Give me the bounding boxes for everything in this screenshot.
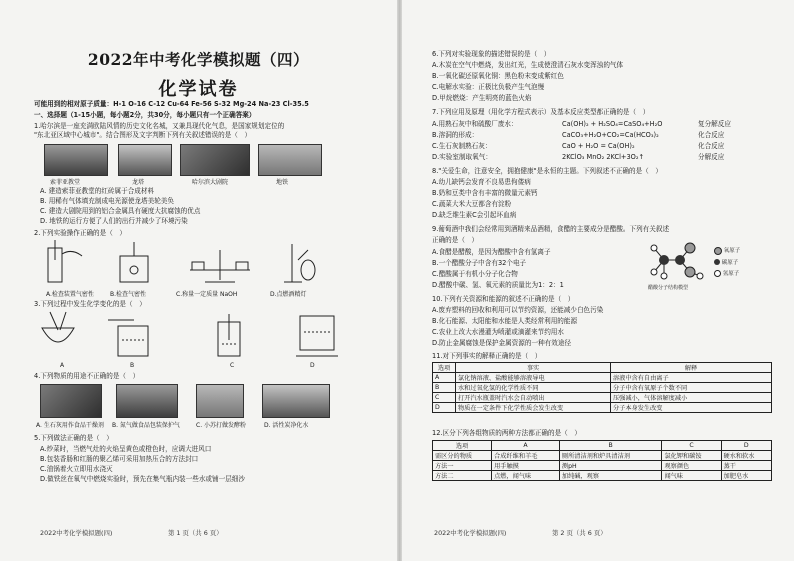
q7-text: 7.下列应用及原理（用化学方程式表示）及基本反应类型都正确的是（ ） [432, 108, 650, 116]
sofia-church-photo [44, 144, 108, 176]
q12-row1-c: 氯化钾和碳铵 [662, 451, 721, 461]
q12-row2-label: 方法一 [433, 461, 492, 471]
q1-text-1: 1.哈尔滨是一座充满欧陆风情的历史文化名城，又兼具现代化气息，是国家规划定位的 [34, 122, 285, 130]
q9-option-a: A.食醋是醋酸，是因为醋酸中含有氢离子 [432, 248, 551, 256]
q4-caption-a: A. 生石灰用作食品干燥剂 [36, 422, 104, 429]
atomic-masses: 可能用到的相对原子质量：H-1 O-16 C-12 Cu-64 Fe-56 S-32 Mg-24 Na-23 Cl-35.5 [34, 100, 309, 108]
q12-header-d: D [721, 441, 771, 451]
q7-c-type: 化合反应 [698, 142, 725, 150]
q11-table [432, 362, 772, 413]
q10-option-a: A.废弃塑料的回收和利用可以节约资源，还能减少白色污染 [432, 306, 604, 314]
table-row [433, 373, 772, 383]
q2-caption-b: B.检查气密性 [110, 291, 147, 298]
baking-soda-photo [196, 384, 244, 418]
q1-caption-a: 索菲亚教堂 [50, 179, 81, 186]
q12-row3-b: 加纯碱，观察 [559, 471, 662, 481]
q6-text: 6.下列对实验现象的描述错误的是（ ） [432, 50, 551, 58]
q12-header-b: B [559, 441, 662, 451]
footer-right-page: 第 2 页（共 6 页） [552, 529, 607, 537]
q12-header-a: A [492, 441, 560, 451]
q7-a-type: 复分解反应 [698, 120, 731, 128]
q12-row2-b: 测pH [559, 461, 662, 471]
q6-option-b: B.一氧化碳还原氧化铜：黑色粉末变成紫红色 [432, 72, 564, 80]
q10-option-c: C.农业上改大水漫灌为喷灌或滴灌来节约用水 [432, 328, 564, 336]
q12-header-option: 选项 [433, 441, 492, 451]
q7-d-label: D.实验室制取氧气： [432, 153, 492, 161]
q12-row3-a: 点燃，闻气味 [492, 471, 560, 481]
q4-caption-c: C. 小苏打做发酵粉 [196, 422, 247, 429]
q2-apparatus-drawings [40, 240, 340, 288]
q11-header-explanation: 解释 [611, 363, 772, 373]
q11-header-row [433, 363, 772, 373]
q5-option-b: B.包装香肠和红肠的聚乙烯可采用加热压合的方法封口 [40, 455, 199, 463]
q9-option-d: D.醋酸中碳、氢、氧元素的质量比为1：2：1 [432, 281, 564, 289]
q12-row1-label: 需区分的物质 [433, 451, 492, 461]
table-row [433, 393, 772, 403]
acetic-acid-molecule-model [646, 236, 706, 284]
q12-row3-c: 闻气味 [662, 471, 721, 481]
q12-row1-a: 合成纤维和羊毛 [492, 451, 560, 461]
table-row [433, 383, 772, 393]
q7-b-equation: CaCO₃+H₂O+CO₂=Ca(HCO₃)₂ [562, 131, 659, 139]
q12-table [432, 440, 772, 481]
quicklime-photo [40, 384, 102, 418]
q12-row3-label: 方法二 [433, 471, 492, 481]
q8-text: 8."关爱生命，注意安全，拥抱健康"是永恒的主题。下列叙述不正确的是（ ） [432, 167, 662, 175]
table-row [433, 461, 772, 471]
legend-hydrogen: 氢原子 [722, 270, 740, 277]
q11-d-explanation: 分子本身发生改变 [611, 403, 772, 413]
q12-header-row [433, 441, 772, 451]
q9-option-b: B.一个醋酸分子中含有32个电子 [432, 259, 527, 267]
table-row [433, 403, 772, 413]
q7-d-type: 分解反应 [698, 153, 725, 161]
q1-caption-c: 哈尔滨大剧院 [192, 179, 229, 186]
q10-option-d: D.防止金属腐蚀是保护金属资源的一种有效途径 [432, 339, 572, 347]
q11-a-explanation: 溶液中含有自由离子 [611, 373, 772, 383]
q11-header-fact: 事实 [456, 363, 611, 373]
molecule-caption: 醋酸分子结构模型 [648, 285, 689, 291]
q7-c-equation: CaO + H₂O = Ca(OH)₂ [562, 142, 635, 150]
oxygen-atom-icon [714, 247, 722, 255]
grand-theatre-photo [180, 144, 250, 176]
q3-text: 3.下列过程中发生化学变化的是（ ） [34, 300, 146, 308]
q3-caption-d: D [310, 362, 315, 369]
q11-a-option: A [433, 373, 456, 383]
q12-row1-b: 厕所清洁剂和炉具清洁剂 [559, 451, 662, 461]
q1-option-a: A. 建造索菲亚教堂的红砖属于合成材料 [40, 187, 155, 195]
q12-row2-d: 蒸干 [721, 461, 771, 471]
q11-b-fact: 水和过氧化氢的化学性质不同 [456, 383, 611, 393]
q1-option-d: D. 地铁的运行方便了人们的出行并减少了环境污染 [40, 217, 188, 225]
q11-c-option: C [433, 393, 456, 403]
q11-c-fact: 打开汽水瓶盖时汽水会自动喷出 [456, 393, 611, 403]
q7-b-type: 化合反应 [698, 131, 725, 139]
legend-oxygen: 氧原子 [723, 248, 741, 254]
q3-caption-b: B [130, 362, 135, 369]
q12-row2-a: 用手触摸 [492, 461, 560, 471]
q11-d-fact: 物质在一定条件下化学性质会发生改变 [456, 403, 611, 413]
q11-a-fact: 氯化钠溶液、盐酸能够溶液导电 [456, 373, 611, 383]
table-row [433, 451, 772, 461]
footer-left-page: 第 1 页（共 6 页） [168, 529, 223, 537]
table-row [433, 471, 772, 481]
q11-text: 11.对下列事实的解释正确的是（ ） [432, 352, 542, 360]
section-1-heading: 一、选择题（1-15小题，每小题2分，共30分，每小题只有一个正确答案） [34, 111, 256, 119]
q5-text: 5.下列做法正确的是（ ） [34, 434, 113, 442]
q1-option-b: B. 用稀有气体填充制成电光源使龙塔美轮美奂 [40, 197, 174, 205]
q2-caption-a: A.检查装置气密性 [46, 291, 94, 298]
q4-caption-b: B. 氮气做食品包装保护气 [112, 422, 180, 429]
q5-option-a: A.炒菜时，当燃气灶的火焰呈黄色或橙色时，应调大进风口 [40, 445, 212, 453]
q2-caption-c: C.称量一定质量 NaOH [176, 291, 238, 298]
q8-option-a: A.幼儿缺钙会发育不良易患佝偻病 [432, 178, 531, 186]
q3-caption-c: C [230, 362, 235, 369]
subway-photo [258, 144, 322, 176]
q7-d-equation: 2KClO₃ MnO₂ 2KCl+3O₂↑ [562, 153, 644, 161]
q4-text: 4.下列物质的用途不正确的是（ ） [34, 372, 140, 380]
q7-a-label: A.用熟石灰中和硫酸厂废水： [432, 120, 518, 128]
q4-caption-d: D. 活性炭净化水 [264, 422, 309, 429]
q2-text: 2.下列实验操作正确的是（ ） [34, 229, 127, 237]
hydrogen-atom-icon [714, 270, 721, 277]
q5-option-d: D.做铁丝在氧气中燃烧实验时，预先在集气瓶内装一些水或铺一层细沙 [40, 475, 245, 483]
q6-option-d: D.甲烷燃烧：产生明亮的蓝色火焰 [432, 94, 532, 102]
q1-text-2: "东北亚区域中心城市"。结合图形及文字判断下列有关叙述错误的是（ ） [34, 131, 252, 139]
q11-b-explanation: 分子中含有氧原子个数不同 [611, 383, 772, 393]
q7-c-label: C.生石灰制熟石灰： [432, 142, 492, 150]
q8-option-d: D.缺乏维生素C会引起坏血病 [432, 211, 517, 219]
q8-option-c: C.蔬菜大米大豆都含有淀粉 [432, 200, 512, 208]
q3-caption-a: A [60, 362, 65, 369]
q11-header-option: 选项 [433, 363, 456, 373]
carbon-atom-icon [714, 259, 720, 265]
exam-title: 2022年中考化学模拟题（四） [87, 50, 310, 69]
q12-row2-c: 观察颜色 [662, 461, 721, 471]
q5-option-c: C.油锅着火立即用水浇灭 [40, 465, 113, 473]
q12-row3-d: 加肥皂水 [721, 471, 771, 481]
q9-text-2: 正确的是（ ） [432, 236, 479, 244]
q8-option-b: B.奶和豆类中含有丰富的微量元素钙 [432, 189, 538, 197]
q9-option-c: C.醋酸属于有机小分子化合物 [432, 270, 518, 278]
dragon-tower-photo [118, 144, 172, 176]
q10-text: 10.下列有关资源和能源的叙述不正确的是（ ） [432, 295, 575, 303]
q7-a-equation: Ca(OH)₂ + H₂SO₄=CaSO₄+H₂O [562, 120, 663, 128]
q7-b-label: B.溶洞的形成： [432, 131, 479, 139]
nitrogen-package-photo [116, 384, 178, 418]
q2-caption-d: D.点燃酒精灯 [270, 291, 307, 298]
activated-carbon-photo [262, 384, 330, 418]
q1-caption-d: 地铁 [276, 179, 289, 186]
footer-left-title: 2022中考化学模拟题(四) [40, 529, 113, 537]
q12-row1-d: 硬水和软水 [721, 451, 771, 461]
q6-option-c: C.电解水实验：正极比负极产生气泡慢 [432, 83, 545, 91]
q9-text-1: 9.葡萄酒中我们会经常用到酒精来品酒精，食醋的主要成分是醋酸。下列有关叙述 [432, 225, 670, 233]
q3-apparatus-drawings [38, 310, 348, 362]
page-2 [402, 0, 794, 561]
legend-carbon: 碳原子 [721, 259, 739, 266]
exam-subtitle: 化学试卷 [158, 79, 239, 100]
q1-option-c: C. 建造大剧院用到的铝合金属具有硬度大抗腐蚀的优点 [40, 207, 201, 215]
q12-text: 12.区分下列各组物质的两种方法都正确的是（ ） [432, 429, 581, 437]
q1-caption-b: 龙塔 [132, 179, 145, 186]
q11-c-explanation: 压强减小，气体溶解度减小 [611, 393, 772, 403]
q6-option-a: A.木炭在空气中燃烧，发出红光，生成使澄清石灰水变浑浊的气体 [432, 61, 624, 69]
q10-option-b: B.化石能源、太阳能和水能是人类经常利用的能源 [432, 317, 578, 325]
q11-b-option: B [433, 383, 456, 393]
molecule-legend [714, 246, 740, 277]
q11-d-option: D [433, 403, 456, 413]
footer-right-title: 2022中考化学模拟题(四) [434, 529, 507, 537]
q12-header-c: C [662, 441, 721, 451]
